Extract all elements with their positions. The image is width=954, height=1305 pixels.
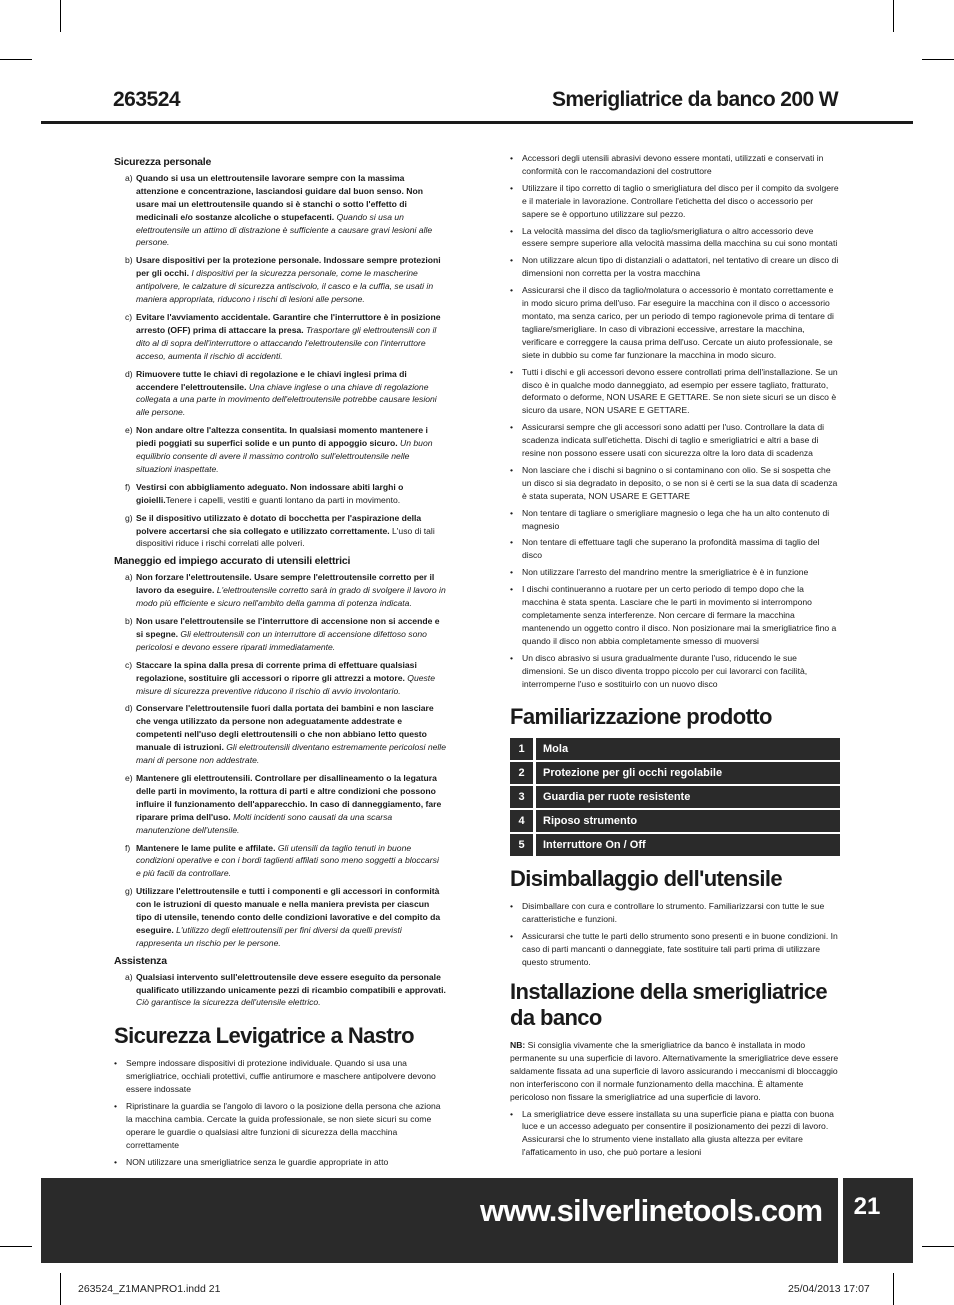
bullet-item: • Assicurarsi che il disco da taglio/molatura o accessorio è montato correttamente e in modo sicuro prima dell'uso. Far eseguire la macchina con il disco o accessorio montato, ma senza carico, per un periodo di tempo ragionevole prima di tentare di tagliare/smerigliare. In caso di vibrazioni eccessive, arrestare la macchina, verificare e correggere la causa prima dell'uso. Cercate un aiuto professionale, se siete in dubbio su come far funzionare la macchina in modo sicuro.: [510, 284, 840, 361]
crop-mark: [0, 1246, 32, 1247]
lettered-item: [114, 254, 446, 306]
belt-sander-safety-title: Sicurezza Levigatrice a Nastro: [114, 1023, 414, 1049]
feature-label: Riposo strumento: [536, 810, 840, 832]
item-bold-text: Non andare oltre l'altezza consentita. In qualsiasi momento mantenere i piedi poggiati su superfici solide e un punto di appoggio sicuro.: [136, 425, 428, 449]
website-link[interactable]: www.silverlinetools.com: [480, 1193, 823, 1228]
feature-label: Mola: [536, 738, 840, 760]
feature-label: Interruttore On / Off: [536, 834, 840, 856]
bullet-item: • Assicurarsi sempre che gli accessori sono adatti per l'uso. Controllare la data di scadenza indicata sull'etichetta. Dischi di taglio e smerigliatrici e altri a base di resine non possono essere usati con sicurezza oltre la loro data di scadenza: [510, 421, 840, 460]
bullet-item: • Ripristinare la guardia se l'angolo di lavoro o la posizione della persona che aziona la macchina cambia. Cercate la guida professionale, se non siete sicuri su come operare le guardie o qualsiasi altre funzioni di sicurezza della macchina correttamente: [114, 1100, 446, 1152]
bullet-item: • Un disco abrasivo si usura gradualmente durante l'uso, riducendo le sue dimensioni. Se un disco diventa troppo piccolo per cui lavorarci con facilità, interromperne l'uso e sostituirlo con un nuovo disco: [510, 652, 840, 691]
crop-mark: [0, 59, 32, 60]
bullet-item: • I dischi continueranno a ruotare per un certo periodo di tempo dopo che la macchina è stata spenta. Lasciare che le parti in movimento si interrompono completamente senza interferenze. Non cercare di fermare la macchina mantenendo un oggetto contro il disco. Non posizionare mai la smerigliatrice fino a quando il disco non abbia completamente smesso di muoversi: [510, 583, 840, 648]
crop-mark: [60, 0, 61, 32]
feature-number: 2: [510, 762, 533, 784]
bullet-item: • Sempre indossare dispositivi di protezione individuale. Quando si usa una smerigliatrice, occhiali protettivi, cuffie antirumore e maschere antipolvere devono essere indossate: [114, 1057, 446, 1096]
lettered-item: [114, 702, 446, 767]
item-bold-text: Non forzare l'elettroutensile. Usare sempre l'elettroutensile corretto per il lavoro da eseguire.: [136, 572, 435, 596]
grinder-safety-bullets: [510, 152, 840, 690]
item-letter: d): [125, 703, 133, 714]
item-bold-text: Mantenere le lame pulite e affilate.: [136, 842, 276, 853]
feature-number: 4: [510, 810, 533, 832]
nb-label: NB:: [510, 1039, 526, 1050]
belt-sander-bullets: [114, 1057, 446, 1168]
item-italic-text: Quando si usa un elettroutensile un attimo di distrazione è sufficiente a causare gravi lesioni alle persone.: [136, 211, 433, 248]
item-italic-text: I dispositivi per la sicurezza personale, come le mascherine antipolvere, le calzature di sicurezza antiscivolo, il casco e la cuffia, se usati in maniera appropriata, riducono i rischi di lesioni alle persone.: [136, 268, 434, 305]
bullet-item: • Non utilizzare alcun tipo di distanziali o adattatori, nel tentativo di creare un disco di dimensioni non corretta per la vostra macchina: [510, 254, 840, 280]
lettered-item: [114, 368, 446, 420]
item-letter: a): [125, 572, 133, 583]
crop-mark: [893, 0, 894, 32]
lettered-item: [114, 424, 446, 476]
bullet-item: • NON utilizzare una smerigliatrice senza le guardie appropriate in atto: [114, 1156, 446, 1169]
item-italic-text: Queste misure di sicurezza preventive riducono il rischio di avvio involontario.: [136, 672, 435, 696]
item-letter: c): [125, 659, 133, 670]
item-bold-text: Staccare la spina dalla presa di corrente prima di effettuare qualsiasi regolazione, sostituire gli accessori o riporre gli attrezzi a motore.: [136, 659, 417, 683]
item-letter: f): [125, 481, 131, 492]
lettered-item: [114, 571, 446, 610]
item-letter: g): [125, 886, 133, 897]
item-bold-text: Usare dispositivi per la protezione personale. Indossare sempre protezioni per gli occhi.: [136, 255, 441, 279]
page-header: [113, 86, 913, 126]
bullet-item: • La smerigliatrice deve essere installata su una superficie piana e piatta con buona luce e un accesso adeguato per consentire il posizionamento dei pezzi di lavoro. Assicurarsi che lo strumento viene installato alla giusta altezza per evitare l'affaticamento in uso, che può portare a lesioni: [510, 1108, 840, 1160]
feature-row: [510, 810, 840, 832]
bullet-item: • Tutti i dischi e gli accessori devono essere controllati prima dell'installazione. Se un disco è in qualche modo danneggiato, ad esempio per essere tagliato, fratturato, deformato o deforme, NON USARE E GETTARE. Se non siete sicuri se un disco è sicuro da usare, NON USARE E GETTARE.: [510, 366, 840, 418]
item-letter: a): [125, 971, 133, 982]
item-italic-text: Un buon equilibrio consente di avere il massimo controllo sull'elettroutensile nelle situazioni inaspettate.: [136, 438, 433, 474]
item-bold-text: Quando si usa un elettroutensile lavorare sempre con la massima attenzione e concentrazione, lasciandosi guidare dal buon senso. Non usare mai un elettroutensile quando si è stanchi o sotto l'effetto di medicinali e/o sostanze alcoliche o stupefacenti.: [136, 172, 423, 222]
bullet-item: • Non tentare di tagliare o smerigliare magnesio o lega che ha un alto contenuto di magnesio: [510, 507, 840, 533]
item-plain-text: L'uso di tali dispositivi riduce i rischi correlati alle polveri.: [136, 525, 435, 549]
unpacking-bullets: [510, 900, 840, 969]
item-bold-text: Conservare l'elettroutensile fuori dalla portata dei bambini e non lasciare che venga utilizzato da persone non adeguatamente addestrate e competenti nell'uso degli elettroutensili o che non abbiano letto questo manuale di istruzioni.: [136, 703, 434, 753]
crop-mark: [60, 1273, 61, 1305]
item-italic-text: Gli utensili da taglio tenuti in buone condizioni operative e con i bordi taglienti affilati sono meno soggetti a bloccarsi e più facili da controllare.: [136, 842, 439, 879]
nb-text: Si consiglia vivamente che la smerigliatrice da banco è installata in modo permanente su una superficie di lavoro. Alternativamente la smerigliatrice deve essere saldamente fissata ad una superficie di lavoro assicurando i meccanismi di bloccaggio non interferiscono con il normale funzionamento della macchina. È altamente pericoloso non fissare la smerigliatrice ad una superficie di lavoro.: [510, 1039, 839, 1102]
feature-number: 3: [510, 786, 533, 808]
feature-label: Protezione per gli occhi regolabile: [536, 762, 840, 784]
feature-number: 1: [510, 738, 533, 760]
feature-row: [510, 762, 840, 784]
item-bold-text: Evitare l'avviamento accidentale. Garantire che l'interruttore è in posizione arresto (OFF) prima di attaccare la presa.: [136, 311, 441, 335]
installation-bullets: [510, 1108, 840, 1160]
item-italic-text: Trasportare gli elettroutensili con il dito al di sopra dell'interruttore o attaccando l'elettroutensile con l'interruttore acceso, aumenta il rischio di accidenti.: [136, 324, 437, 361]
feature-list: [510, 738, 840, 856]
lettered-item: [114, 311, 446, 363]
lettered-item: [114, 615, 446, 654]
item-letter: b): [125, 616, 133, 626]
bullet-item: • La velocità massima del disco da taglio/smerigliatura o altro accessorio deve essere sempre superiore alla velocità massima della macchina su cui sono montati: [510, 225, 840, 251]
item-letter: g): [125, 512, 133, 523]
product-title: Smerigliatrice da banco 200 W: [551, 88, 838, 111]
item-letter: d): [125, 368, 133, 379]
crop-mark: [922, 1246, 954, 1247]
item-italic-text: Una chiave inglese o una chiave di regolazione collegata a una parte in movimento dell'elettroutensile potrebbe causare lesioni alle persone.: [136, 381, 437, 418]
item-letter: e): [125, 425, 133, 436]
item-letter: f): [125, 842, 131, 853]
lettered-item: [114, 172, 446, 249]
item-italic-text: Molti incidenti sono causati da una scarsa manutenzione dell'utensile.: [136, 811, 393, 835]
bullet-item: • Non lasciare che i dischi si bagnino o si contaminano con olio. Se si sospetta che un disco si sia degradato in deposito, o se non si è certi se la sua data di scadenza è stata superata, NON USARE E GETTARE: [510, 464, 840, 503]
item-bold-text: Non usare l'elettroutensile se l'interruttore di accensione non si accende e si spegne.: [136, 616, 440, 639]
bullet-item: • Utilizzare il tipo corretto di taglio o smerigliatura del disco per il compito da svolgere e il materiale in lavorazione. Controllare l'etichetta del disco o accessorio per sapere se è opportuno utilizzare sul pezzo.: [510, 182, 840, 221]
header-rule: [41, 121, 913, 124]
feature-number: 5: [510, 834, 533, 856]
bullet-item: • Accessori degli utensili abrasivi devono essere montati, utilizzati e conservati in conformità con le raccomandazioni del costruttore: [510, 152, 840, 178]
print-slug-date: 25/04/2013 17:07: [788, 1283, 870, 1295]
installation-note: [510, 1039, 840, 1104]
lettered-item: [114, 772, 446, 837]
item-bold-text: Utilizzare l'elettroutensile e tutti i componenti e gli accessori in conformità con le istruzioni di questo manuale e nella maniera prevista per ciascun tipo di utensile, tenendo conto delle condizioni lavorative e del compito da eseguire.: [136, 886, 441, 935]
lettered-item: [114, 885, 446, 950]
item-bold-text: Qualsiasi intervento sull'elettroutensile deve essere eseguito da personale qualificato utilizzando unicamente pezzi di ricambio compatibili e approvati.: [136, 971, 446, 995]
service-heading: Assistenza: [114, 954, 167, 967]
item-bold-text: Mantenere gli elettroutensili. Controllare per disallineamento o la legatura delle parti in movimento, la rottura di parti e altre condizioni che possono influire il funzionamento dell'apparecchio. In caso di danneggiamento, fare riparare prima dell'uso.: [136, 772, 442, 822]
bullet-item: • Assicurarsi che tutte le parti dello strumento sono presenti e in buone condizioni. In caso di parti mancanti o danneggiate, fate sostituire tali parti prima di utilizzare questo strumento.: [510, 930, 840, 969]
right-column: [510, 152, 840, 1163]
item-italic-text: L'utilizzo degli elettroutensili per fini diversi da quelli previsti rappresenta un rischio per le persone.: [136, 924, 402, 948]
product-code: 263524: [113, 88, 181, 111]
bullet-item: • Disimballare con cura e controllare lo strumento. Familiarizzarsi con tutte le sue caratteristiche e funzioni.: [510, 900, 840, 926]
product-familiarisation-title: Familiarizzazione prodotto: [510, 704, 772, 730]
item-italic-text: Gli elettroutensili con un interruttore di accensione difettoso sono pericolosi e devono essere riparati immediatamente.: [136, 628, 427, 652]
feature-row: [510, 786, 840, 808]
installation-title: Installazione della smerigliatrice da banco: [510, 978, 828, 1030]
item-bold-text: Se il dispositivo utilizzato è dotato di bocchetta per l'aspirazione della polvere accertarsi che sia collegato e utilizzato correttamente.: [136, 512, 422, 536]
crop-mark: [893, 1273, 894, 1305]
print-slug-file: 263524_Z1MANPRO1.indd 21: [78, 1283, 221, 1295]
bullet-item: • Non utilizzare l'arresto del mandrino mentre la smerigliatrice è è in funzione: [510, 566, 840, 579]
bullet-item: • Non tentare di effettuare tagli che superano la profondità massima di taglio del disco: [510, 536, 840, 562]
service-list: [114, 971, 446, 1010]
item-letter: b): [125, 255, 133, 266]
tool-use-heading: Maneggio ed impiego accurato di utensili elettrici: [114, 555, 351, 568]
lettered-item: [114, 842, 446, 881]
personal-safety-list: [114, 172, 446, 550]
lettered-item: [114, 512, 446, 551]
lettered-item: [114, 971, 446, 1010]
feature-row: [510, 738, 840, 760]
item-italic-text: L'elettroutensile corretto sarà in grado di svolgere il lavoro in modo più efficiente e sicuro nell'ambito della gamma di potenza indicata.: [136, 585, 446, 609]
personal-safety-heading: Sicurezza personale: [114, 156, 212, 168]
feature-label: Guardia per ruote resistente: [536, 786, 840, 808]
tool-use-list: [114, 571, 446, 949]
crop-mark: [922, 59, 954, 60]
item-bold-text: Vestirsi con abbigliamento adeguato. Non indossare abiti larghi o gioielli.: [136, 481, 404, 505]
item-letter: a): [125, 172, 133, 183]
lettered-item: [114, 659, 446, 698]
left-column: [114, 154, 446, 1173]
item-plain-text: Tenere i capelli, vestiti e guanti lontano da parti in movimento.: [165, 494, 401, 505]
item-italic-text: Gli elettroutensili diventano estremamente pericolosi nelle mani di persone non addestrate.: [136, 742, 446, 766]
page-number: 21: [853, 1193, 881, 1220]
item-letter: c): [125, 311, 133, 322]
item-letter: e): [125, 772, 133, 783]
unpacking-title: Disimballaggio dell'utensile: [510, 866, 783, 892]
feature-row: [510, 834, 840, 856]
lettered-item: [114, 481, 446, 507]
item-bold-text: Rimuovere tutte le chiavi di regolazione e le chiavi inglesi prima di accendere l'elettroutensile.: [136, 368, 407, 392]
item-italic-text: Ciò garantisce la sicurezza dell'utensile elettrico.: [136, 997, 321, 1008]
